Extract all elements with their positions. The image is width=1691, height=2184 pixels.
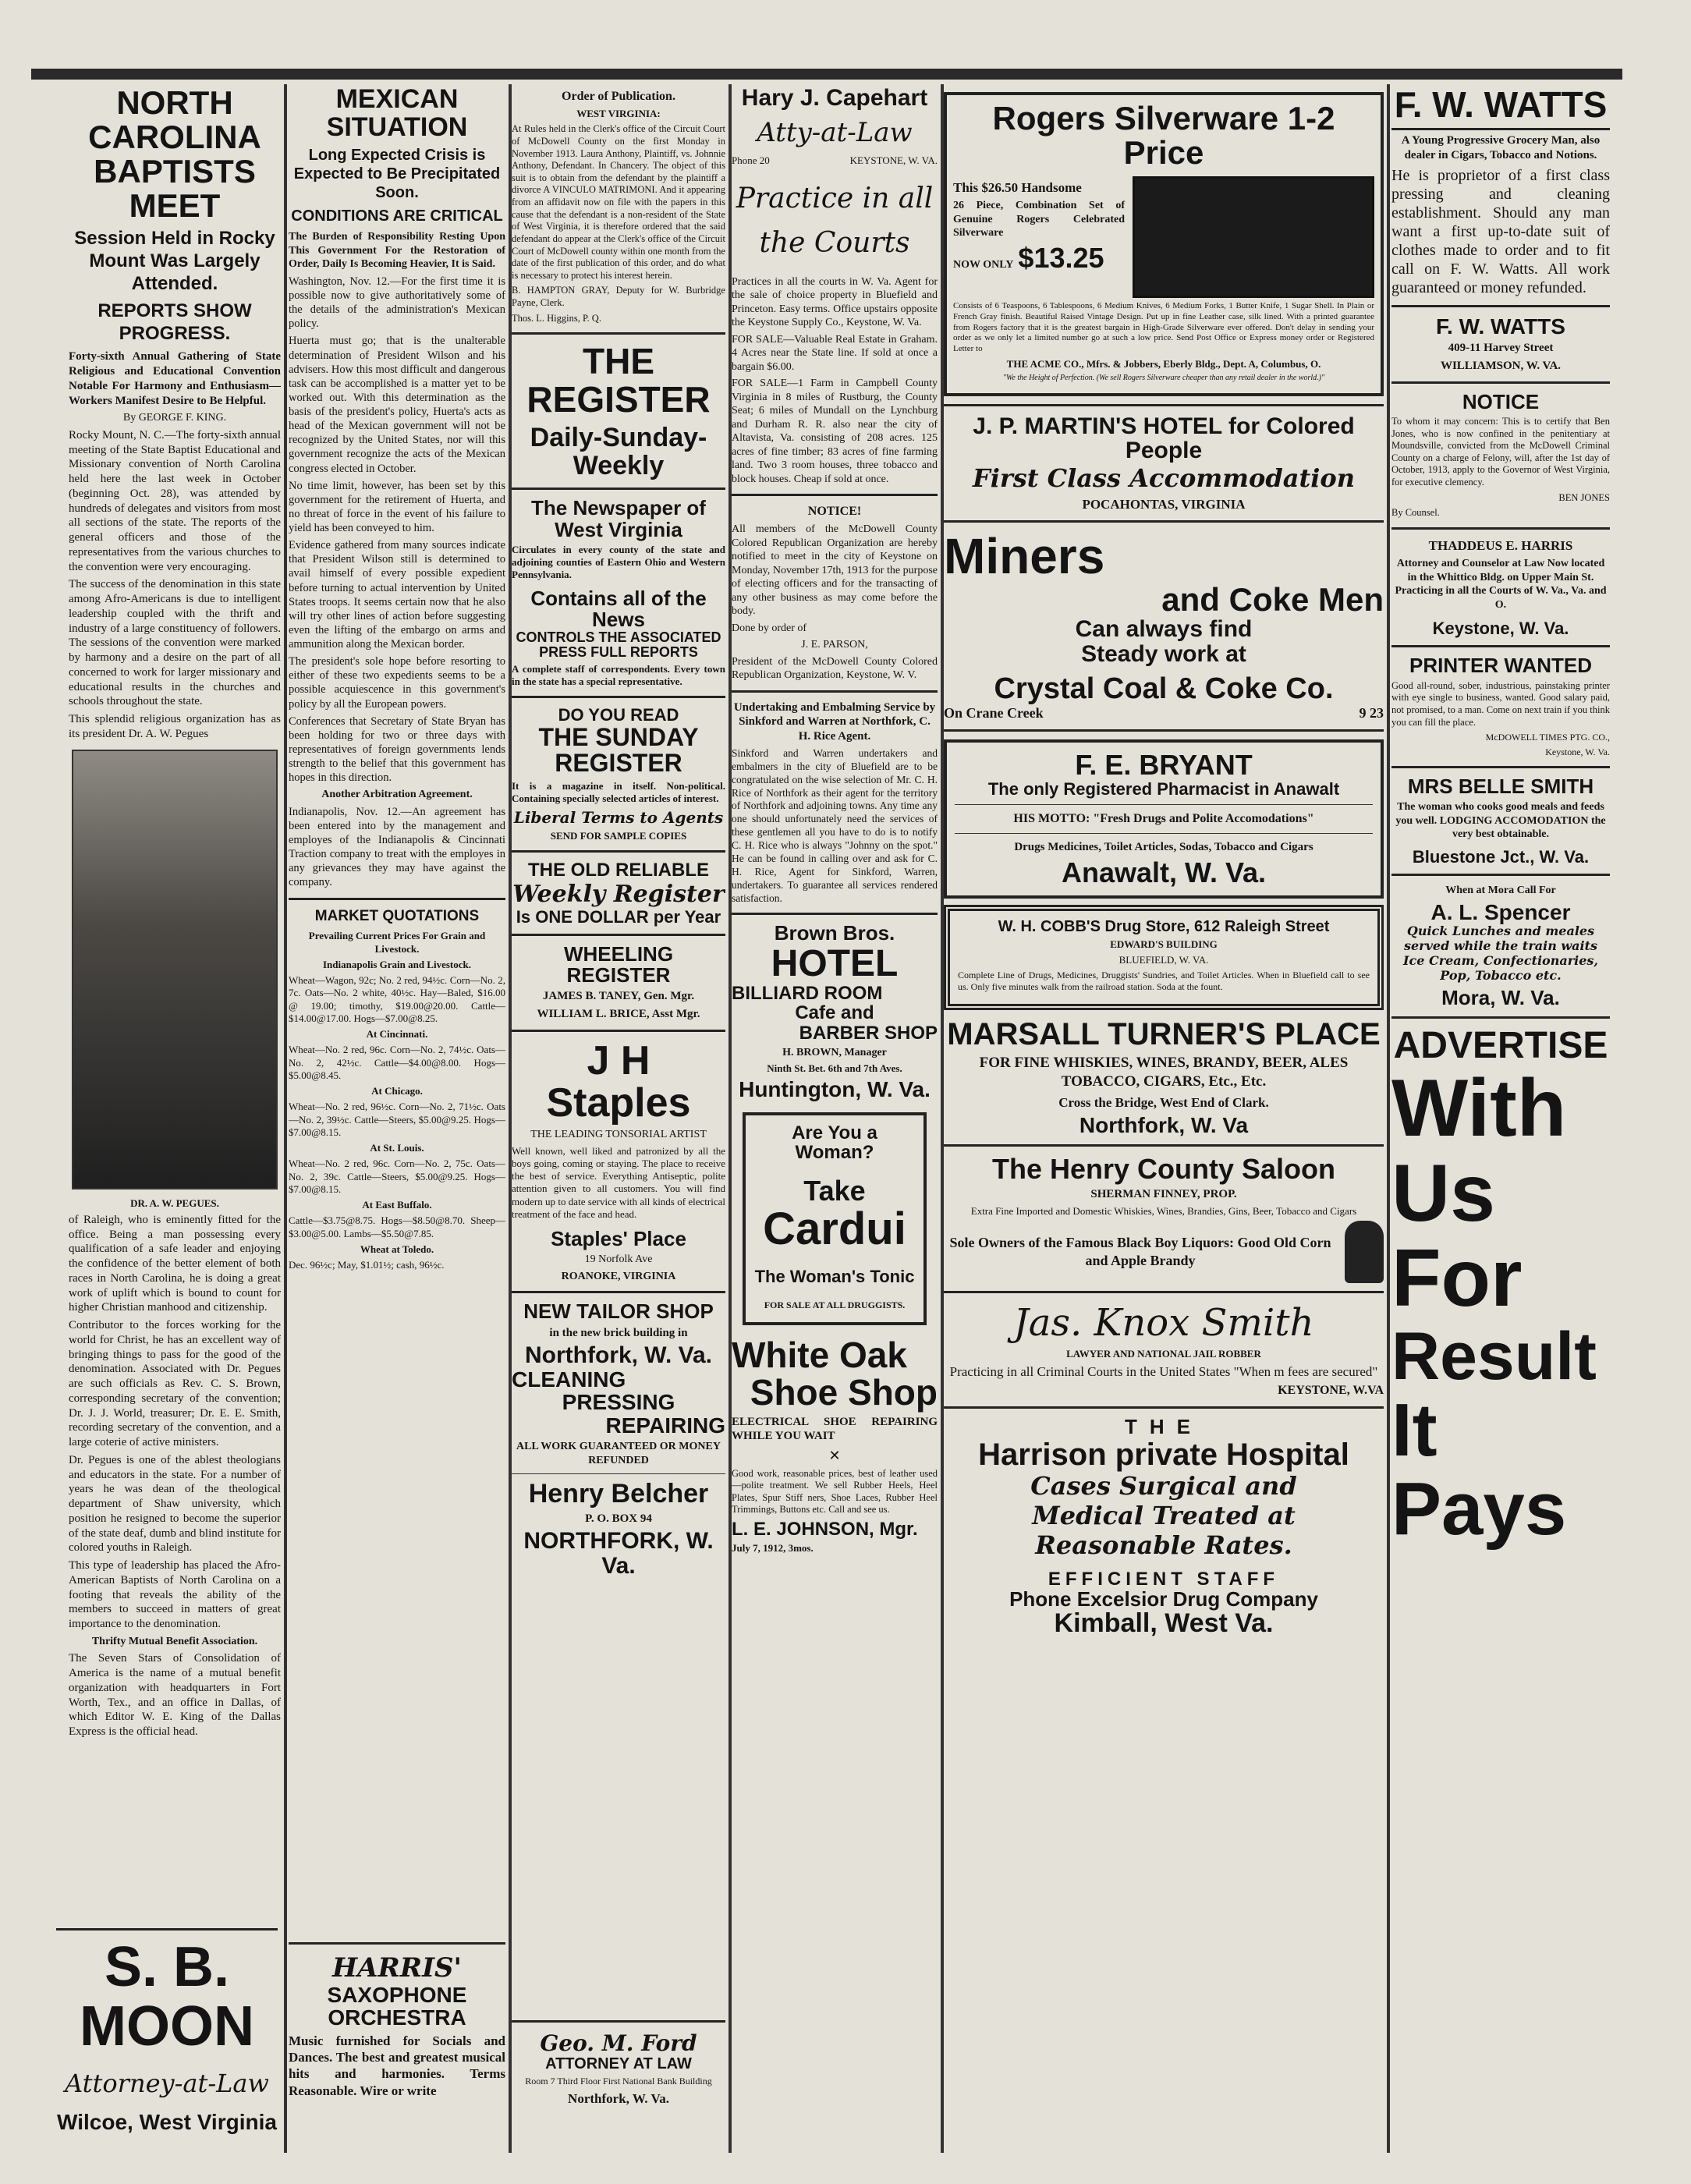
column-rule [284, 84, 287, 2153]
headline: NORTH CAROLINA BAPTISTS MEET [88, 86, 261, 225]
ad-line: JAMES B. TANEY, Gen. Mgr. [542, 990, 695, 1003]
ad-line: Kimball, West Va. [1054, 1608, 1274, 1639]
ad-line: 26 Piece, Combination Set of Genuine Rogers Celebrated Silverware [953, 200, 1125, 239]
divider [1391, 527, 1610, 530]
ad-line: H. BROWN, Manager [782, 1046, 887, 1058]
article-text: of Raleigh, who is eminently fitted for the office. Being a man possessing every qualification of a safe leader and enjoying the confidence of the better element of both races in North Carolina, he is doing a great work of uplift which is bound to count for higher Christian manhood and citizenship. [69, 1213, 281, 1314]
market-heading: Indianapolis Grain and Livestock. [323, 958, 471, 970]
ad-line: CONTROLS THE ASSOCIATED PRESS FULL REPORTS [516, 629, 721, 661]
price: $13.25 [1018, 241, 1104, 274]
ad-body: Consists of 6 Teaspoons, 6 Tablespoons, 6 Medium Knives, 6 Medium Forks, 1 Butter Knife, 1 Sugar Shell. In Plain or French Gray finish. Beautiful Raised Vintage Design. Put up in fine Leather case, silk lined. With a printed guarantee from Rogers factory that it is the greatest bargain in High-Grade Silverware ever offered. Don't delay in sending your order as we only let a limited number go at such a low price. Send Post Office or Express money order or Registered Letter to [953, 301, 1374, 354]
ad-body: Extra Fine Imported and Domestic Whiskies, Wines, Brandies, Gins, Beer, Tobacco and Cigars [970, 1204, 1357, 1217]
ad-line: NOW ONLY [953, 258, 1014, 271]
ad-rogers [944, 92, 1384, 396]
ad-line: Staples' Place [551, 1227, 686, 1251]
legal-signature: B. HAMPTON GRAY, Deputy for W. Burbridge Payne, Clerk. [512, 285, 725, 308]
photo-caption: DR. A. W. PEGUES. [130, 1197, 219, 1209]
phone-number: Phone 20 [732, 154, 770, 166]
ad-title: W. H. COBB'S Drug Store, 612 Raleigh Street [998, 917, 1330, 935]
divider [512, 2020, 725, 2023]
divider [944, 520, 1384, 523]
ad-line: Anawalt, W. Va. [1061, 856, 1267, 888]
ad-body: The woman who cooks good meals and feeds you well. LODGING ACCOMODATION the very best obtainable. [1395, 801, 1606, 841]
ad-line: 19 Norfolk Ave [584, 1253, 653, 1266]
divider [289, 898, 505, 900]
deck: REPORTS SHOW PROGRESS. [97, 300, 252, 344]
ad-title: HARRIS' [332, 1952, 462, 1984]
divider [512, 934, 725, 936]
ad-title: S. B. MOON [80, 1936, 254, 2058]
divider [512, 1030, 725, 1032]
ad-henry-row [944, 1221, 1384, 1283]
ad-line: F. W. WATTS [1436, 314, 1565, 339]
ad-body: Practices in all the courts in W. Va. Agent for the sale of choice property in Bluefield and Princeton. Easy terms. Office upstairs opposite the Keystone Supply Co., Keystone, W. Va. [732, 275, 938, 329]
ad-script-text: Practice in all the Courts [736, 182, 934, 260]
ad-line: Northfork, W. Va [1079, 1112, 1249, 1137]
column-watts [1391, 86, 1610, 2176]
ad-line: EDWARD'S BUILDING [1110, 938, 1218, 950]
ad-title: THE REGISTER [526, 341, 711, 420]
ad-line: Result [1391, 1319, 1597, 1395]
ad-line: "We the Height of Perfection. (We sell Rogers Silverware cheaper than any retail dealer in the world.)" [1002, 374, 1325, 383]
ad-line: Keystone, W. Va. [1432, 619, 1569, 639]
article-text: Conferences that Secretary of State Bryan has been holding for two or three days with representatives of foreign governments lends strength to the belief that this government has hopes in this direction. [289, 714, 505, 785]
ad-title: MRS BELLE SMITH [1407, 775, 1594, 799]
article-text: Dr. Pegues is one of the ablest theologians and educators in the state. For a number of years he was dean of the theological department of Shaw university, which position he resigned to become the superior of the state deaf, dumb and blind institute for colored youths in Raleigh. [69, 1453, 281, 1555]
ad-line: in the new brick building in [549, 1326, 688, 1339]
ad-line: ROANOKE, VIRGINIA [561, 1270, 676, 1282]
divider [512, 850, 725, 853]
ad-body: Good all-round, sober, industrious, painstaking printer with eye single to business, wanted. Good salary paid, not promised, to a man. Come on next train if you think you can fill the place. [1391, 679, 1610, 728]
divider [955, 833, 1373, 834]
divider [732, 494, 938, 496]
legal-attorney: Thos. L. Higgins, P. Q. [512, 312, 601, 324]
ad-title: THADDEUS E. HARRIS [1428, 537, 1573, 553]
article-text: Indianapolis, Nov. 12.—An agreement has been entered into by the management and employes of the Indianapolis & Cincinnati Traction company to treat with the employes in any grievances they may have against the company. [289, 805, 505, 889]
ad-body: Attorney and Counselor at Law Now located in the Whittico Bldg. on Upper Main St. Practicing in all the Courts of W. Va., Va. and O. [1395, 558, 1607, 611]
ad-title: MARSALL TURNER'S PLACE [947, 1017, 1381, 1052]
ad-title: WHEELING REGISTER [563, 941, 674, 987]
ad-subtitle: THE LEADING TONSORIAL ARTIST [530, 1129, 707, 1141]
ad-title: F. W. WATTS [1391, 86, 1610, 130]
ad-rogers-body [953, 176, 1374, 298]
ad-subtitle: The only Registered Pharmacist in Anawalt [987, 778, 1340, 799]
ad-line: Northfork, W. Va. [524, 1342, 713, 1369]
section-subtitle: Prevailing Current Prices For Grain and Livestock. [308, 930, 486, 955]
divider [944, 1406, 1384, 1409]
ad-moon [56, 1920, 278, 2154]
market-heading: At Cincinnati. [366, 1028, 428, 1041]
ad-line: HIS MOTTO: "Fresh Drugs and Polite Accomodations" [1013, 812, 1314, 825]
ad-line: REPAIRING [605, 1413, 725, 1438]
ad-line: July 7, 1912, 3mos. [732, 1542, 814, 1555]
ad-body: A complete staff of correspondents. Every town in the state has a special representative. [512, 662, 725, 688]
ad-body: Sinkford and Warren undertakers and embalmers in the city of Bluefield are to be congratulated on the wise selection of Mr. C. H. Rice of Northfork as their agent for the territory of Northfork and adjoining towns. Any time any one should unfortunately need the services of these gentlemen all you have to do is to notify C. H. Rice who is always "Johnny on the spot." He can be found in calling over and ask for C. H. Rice, Agent for Sinkford, Warren, undertakers. To guarantee all services rendered satisfaction. [732, 746, 938, 904]
article-text: Rocky Mount, N. C.—The forty-sixth annual meeting of the State Baptist Educational and Missionary convention of North Carolina held here the last week in October (beginning Oct. 28), was attended by hundreds of delegates and visitors from most all sections of the state. The reports of the general officers and those of the representatives from the various churches to the convention were very encouraging. [69, 428, 281, 573]
ad-line: NORTHFORK, W. Va. [523, 1528, 714, 1579]
article-text: The president's sole hope before resorting to either of these two expedients seems to be a possible acquiescence in this government's policy by all the European powers. [289, 655, 505, 711]
ad-line: KEYSTONE, W.VA [1278, 1384, 1384, 1398]
ad-line: BLUEFIELD, W. VA. [1118, 953, 1209, 966]
ad-cobb [944, 905, 1384, 1011]
deck: CONDITIONS ARE CRITICAL [291, 207, 503, 225]
ad-body: He is proprietor of a first class pressing and cleaning establishment. Should any man want a first up-to-date suit of clothes made to order and to fit call on F. W. Watts. All work guaranteed or money refunded. [1391, 166, 1610, 296]
ad-line: McDOWELL TIMES PTG. CO., [1485, 732, 1610, 743]
ad-line: BILLIARD ROOM [732, 983, 883, 1005]
ad-line: BARBER SHOP [799, 1022, 938, 1044]
ad-body: FOR FINE WHISKIES, WINES, BRANDY, BEER, ALES TOBACCO, CIGARS, Etc., Etc. [979, 1055, 1349, 1090]
ad-line: Sole Owners of the Famous Black Boy Liquors: Good Old Corn and Apple Brandy [949, 1235, 1331, 1268]
ad-line: Cross the Bridge, West End of Clark. [1058, 1094, 1269, 1110]
ad-subtitle: First Class Accommodation [972, 463, 1356, 493]
market-heading: At St. Louis. [370, 1142, 424, 1154]
summary: The Burden of Responsibility Resting Upon This Government For the Restoration of Order, Daily Is Becoming Heavier, It is Said. [289, 231, 505, 271]
ad-line: Is ONE DOLLAR per Year [516, 906, 721, 927]
ad-title: F. E. BRYANT [1075, 749, 1253, 782]
ad-title: Jas. Knox Smith [1013, 1300, 1314, 1345]
ad-line: Are You a Woman? [792, 1122, 877, 1164]
ad-body: Quick Lunches and meales served while the train waits [1403, 923, 1598, 953]
ad-line: For [1391, 1232, 1523, 1324]
article-text: Huerta must go; that is the unalterable determination of President Wilson and his advisers. How this most difficult and dangerous task can be accomplished is a matter yet to be worked out. With this determination as the basis of the president's policy, Huerta's acts as head of the Mexican government will not be recognized by the United States, nor will this government recognize the acts of the Mexican congress elected in October. [289, 335, 505, 475]
ad-line: With [1391, 1062, 1567, 1154]
ad-title: Weekly Register [512, 880, 725, 908]
ad-line: THE ACME CO., Mfrs. & Jobbers, Eberly Bldg., Dept. A, Columbus, O. [1006, 357, 1321, 370]
ad-line: Reasonable Rates. [1035, 1530, 1292, 1560]
ad-line: ALL WORK GUARANTEED OR MONEY REFUNDED [516, 1441, 721, 1466]
portrait-photo [72, 750, 278, 1190]
divider [944, 404, 1384, 406]
ad-subtitle: Atty-at-Law [757, 116, 913, 148]
ad-line: SHERMAN FINNEY, PROP. [1090, 1187, 1237, 1200]
divider [1391, 766, 1610, 768]
divider [512, 696, 725, 698]
byline: By GEORGE F. KING. [122, 412, 227, 424]
market-text: Wheat—Wagon, 92c; No. 2 red, 94½c. Corn—No. 2, 7c. Oats—No. 2 white, 40½c. Hay—Baled, $16.00 @ 19.00; timothy, $19.00@20.00. Cattle—$14.00@17.00. Hogs—$7.00@8.25. [289, 974, 505, 1024]
notice-signature: BEN JONES [1558, 491, 1610, 503]
silverware-case-image [1133, 176, 1374, 298]
ad-line: Northfork, W. Va. [568, 2091, 669, 2106]
divider [289, 1942, 505, 1945]
ad-title: Miners [944, 527, 1105, 584]
legal-heading: Order of Publication. [562, 90, 675, 103]
ad-line: Brown Bros. [774, 921, 895, 945]
ad-line: P. O. BOX 94 [585, 1512, 652, 1525]
ad-rogers-text [953, 176, 1125, 298]
ad-title: Hary J. Capehart [741, 86, 928, 111]
article-text: The Seven Stars of Consolidation of America is the name of a mutual benefit organization with headquarters in Fort Worth, Tex., and an office in Dallas, of which Editor W. E. King of the Dallas Express is the official head. [69, 1652, 281, 1739]
subhead: Another Arbitration Agreement. [321, 789, 473, 801]
ad-subtitle: ELECTRICAL SHOE REPAIRING WHILE YOU WAIT [732, 1415, 938, 1443]
divider [512, 1473, 725, 1474]
market-text: Dec. 96½c; May, $1.01½; cash, 96½c. [289, 1259, 445, 1271]
divider [512, 332, 725, 335]
ad-line: On Crane Creek [944, 705, 1044, 722]
ad-line: ATTORNEY AT LAW [545, 2055, 692, 2072]
classified-ad: FOR SALE—1 Farm in Campbell County Virginia in 8 miles of Rustburg, the County Seat; 6 miles of Mundall on the Lynchburg and Durham R. R. also near the city of Altavista, Va. consisting of 208 acres. 125 acres of fine timber; 83 acres of fine farming land. Two 3 room houses, three tobacco and block houses. Cheap if sold at once. [732, 378, 938, 485]
market-heading: At Chicago. [371, 1085, 423, 1097]
legal-text: At Rules held in the Clerk's office of the Circuit Court of McDowell County on the first Monday in November 1913. Laura Anthony, Plaintiff, vs. Johnnie Anthony, Defendant. In Chancery. The object of this suit is to obtain from the defendant by the plaintiff a divorce A VINCULO MATRIMONI. And it appearing from an affidavit now on file with the papers in this cause that the defendant is a non-resident of the State of West Virginia, it is therefore ordered that the said defendant do appear at the Clerk's office of the Circuit Court of McDowell county within one month from the date of the first publication of this order, and do what is necessary to protect his interest herein. [512, 123, 725, 281]
classified-ad: FOR SALE—Valuable Real Estate in Graham. 4 Acres near the State line. If sold at once a bargain $6.00. [732, 333, 938, 373]
ad-line: Drugs Medicines, Toilet Articles, Sodas, Tobacco and Cigars [1014, 841, 1313, 853]
ad-line: Phone Excelsior Drug Company [1009, 1587, 1318, 1611]
ad-subtitle: Daily-Sunday-Weekly [530, 422, 707, 480]
ad-line: Crystal Coal & Coke Co. [994, 672, 1334, 706]
ad-line: Keystone, W. Va. [1545, 746, 1610, 758]
subhead: Thrifty Mutual Benefit Association. [91, 1635, 258, 1647]
ad-title: A. L. Spencer [1430, 899, 1571, 924]
article-text: Washington, Nov. 12.—For the first time it is possible now to give authoritatively some of the details of the administration's Mexican policy. [289, 275, 505, 331]
divider [944, 729, 1384, 732]
ad-title: J H Staples [546, 1037, 691, 1126]
column-capehart [732, 86, 938, 2176]
notice-text: All members of the McDowell County Colored Republican Organization are hereby notified to meet in the city of Keystone on Monday, November 17th, 1913 for the purpose of electing officers and for the transacting of any other business as may come before the body. [732, 523, 938, 618]
ad-line: This $26.50 Handsome [953, 180, 1082, 196]
ad-line: DO YOU READ [558, 705, 679, 725]
divider [732, 690, 938, 693]
ad-subtitle: SAXOPHONE ORCHESTRA [327, 1983, 467, 2030]
ad-title: Shoe Shop [750, 1372, 938, 1413]
ad-line: SEND FOR SAMPLE COPIES [550, 830, 687, 842]
divider [732, 913, 938, 915]
ad-title: NEW TAILOR SHOP [523, 1299, 714, 1324]
notice-text: To whom it may concern: This is to certify that Ben Jones, who is now confined in the penitentiary at Moundsville, convicted from the McDowell Criminal County on a charge of Felony, will, after the 1st day of October, 1913, apply to the Governor of West Virginia, for executive clemency. [1391, 415, 1610, 488]
ad-line: Take [803, 1175, 866, 1207]
column-register [512, 86, 725, 1973]
decor-mark: ✕ [828, 1448, 841, 1464]
headline: MEXICAN SITUATION [326, 86, 468, 142]
notice-text: Done by order of [732, 622, 807, 634]
section-title: MARKET QUOTATIONS [314, 907, 480, 924]
ad-line: Medical Treated at [1032, 1500, 1296, 1530]
ad-line: LAWYER AND NATIONAL JAIL ROBBER [1066, 1347, 1261, 1360]
ad-title: Undertaking and Embalming Service by Sinkford and Warren at Northfork, C. H. Rice Agent. [733, 700, 936, 743]
ad-body: Ice Cream, Confectionaries, Pop, Tobacco etc. [1402, 952, 1598, 983]
notice-text: President of the McDowell County Colored Republican Organization, Keystone, W. V. [732, 655, 938, 682]
ad-body: Practicing in all Criminal Courts in the United States "When m fees are secured" [949, 1364, 1378, 1380]
deck: Session Held in Rocky Mount Was Largely Attended. [74, 228, 275, 294]
ad-line: EFFICIENT STAFF [1048, 1568, 1280, 1590]
black-boy-figure-icon [1345, 1221, 1384, 1283]
column-baptists [69, 86, 281, 1743]
ad-line: Us [1391, 1147, 1495, 1239]
column-rule [1387, 84, 1390, 2153]
divider [944, 1144, 1384, 1147]
price-row [953, 243, 1125, 273]
divider [944, 1291, 1384, 1293]
ad-title: White Oak [732, 1334, 907, 1375]
ad-line: Liberal Terms to Agents [513, 808, 724, 828]
market-text: Wheat—No. 2 red, 96c. Corn—No. 2, 74½c. Oats—No. 2, 42½c. Cattle—$4.00@8.00. Hogs—$5.00@8.45. [289, 1044, 505, 1081]
ad-subtitle: Attorney-at-Law [65, 2069, 269, 2099]
ad-line: Cafe and [795, 1002, 874, 1024]
market-heading: At East Buffalo. [362, 1199, 432, 1211]
ad-line: 9 23 [1359, 705, 1384, 722]
ad-title: J. P. MARTIN'S HOTEL for Colored People [973, 413, 1355, 464]
market-text: Wheat—No. 2 red, 96c. Corn—No. 2, 75c. Oats—No. 2, 39c. Cattle—Steers, $5.00@9.25. Hogs—$7.00@8.15. [289, 1158, 505, 1195]
divider [1391, 645, 1610, 647]
ad-line: THE OLD RELIABLE [528, 860, 709, 881]
ad-contact-row [732, 154, 938, 167]
market-text: Wheat—No. 2 red, 96½c. Corn—No. 2, 71½c. Oats—No. 2, 39½c. Cattle—Steers, $5.00@9.25. Hogs—$7.00@8.15. [289, 1101, 505, 1138]
ad-title: and Coke Men [1161, 581, 1384, 619]
market-text: Cattle—$3.75@8.75. Hogs—$8.50@8.70. Sheep—$3.00@5.00. Lambs—$5.50@7.85. [289, 1214, 505, 1239]
ad-line: The Newspaper of West Virginia [531, 496, 706, 541]
ad-body: Good work, reasonable prices, best of leather used—polite treatment. We sell Rubber Heels, Heel Plates, Spur Stiff ners, Shoe Laces, Rubber Heel Trimmings, Buttons etc. Call and see us. [732, 1467, 938, 1516]
ad-line: Cases Surgical and [1030, 1470, 1297, 1501]
divider [56, 1928, 278, 1930]
article-text: This splendid religious organization has as its president Dr. A. W. Pegues [69, 713, 281, 740]
ad-title: The Henry County Saloon [991, 1153, 1336, 1186]
ad-ford [512, 2012, 725, 2161]
ad-footer-row [944, 705, 1384, 722]
ad-line: Contains all of the News [530, 586, 707, 631]
ad-body: Well known, well liked and patronized by all the boys going, coming or staying. The place to receive the best of service. Everything Antiseptic, polite attention given to all customers. You will find modern up to date service with all kinds of electrical treatment of the face and head. [512, 1144, 725, 1220]
ad-line: L. E. JOHNSON, Mgr. [732, 1519, 918, 1540]
ad-line: WILLIAM L. BRICE, Asst Mgr. [537, 1008, 700, 1021]
article-text: This type of leadership has placed the Afro-American Baptists of North Carolina on a footing that reveals the ability of the members to succeed in matters of great importance to the denomination. [69, 1559, 281, 1631]
page-top-rule [31, 69, 1622, 80]
ad-line: CLEANING [512, 1367, 626, 1392]
notice-signature: By Counsel. [1391, 507, 1440, 519]
ad-body: Complete Line of Drugs, Medicines, Druggists' Sundries, and Toilet Articles. When in Bluefield call to see us. Only five minutes walk from the railroad station. Soda at the fount. [958, 970, 1370, 993]
ad-body: Circulates in every county of the state and adjoining counties of Eastern Ohio and Western Pennsylvania. [512, 543, 725, 581]
ad-cardui [743, 1112, 927, 1325]
ad-line: Mora, W. Va. [1441, 985, 1560, 1009]
divider [1391, 381, 1610, 384]
ad-line: POCAHONTAS, VIRGINIA [1082, 496, 1246, 512]
ad-line: PRESSING [562, 1390, 675, 1415]
ad-line: WILLIAMSON, W. VA. [1440, 359, 1562, 372]
ad-line: ADVERTISE [1393, 1025, 1608, 1067]
divider [1391, 305, 1610, 307]
ad-title: PRINTER WANTED [1409, 654, 1592, 678]
ad-body: It is a magazine in itself. Non-political. Containing specially selected articles of interest. [512, 779, 725, 804]
article-text: Evidence gathered from many sources indicate that President Wilson still is determined to avail himself of every possible expedient before turning to actual intervention by United States troops. It seems certain now that he also will try other lines of action before suggesting even the lifting of the embargo on arms and ammunition along the Mexican border. [289, 539, 505, 651]
ad-line: THE [1125, 1415, 1203, 1439]
article-text: The success of the denomination in this state among Afro-Americans is due to intelligent leadership coupled with the thrift and industry of a large constituency of followers. The sessions of the convention were marked by harmony and a desire on the part of all concerned to work for larger missionary and educational results in the churches and schools throughout the state. [69, 578, 281, 708]
ad-line: Bluestone Jct., W. Va. [1412, 846, 1590, 867]
notice-heading: NOTICE [1462, 389, 1540, 413]
notice-text: J. E. PARSON, [801, 639, 868, 651]
ad-title-row [753, 1176, 916, 1253]
divider [955, 804, 1373, 805]
column-ads-main [944, 86, 1384, 2176]
article-text: No time limit, however, has been set by this government for the retirement of Huerta, and no threat of force in the event of his failure to yield has been conveyed to him. [289, 479, 505, 534]
ad-line: 409-11 Harvey Street [1448, 342, 1554, 355]
ad-line: Henry Belcher [528, 1479, 709, 1509]
article-text: Contributor to the forces working for the world for Christ, he has an excellent way of bringing things to pass for the good of the denomination. Associated with Dr. Pegues are such officials as Rev. C. S. Brown, corresponding secretary of the convention; Dr. J. J. World, treasurer; Dr. E. E. Smith, recording secretary of the convention, and a large coterie of active ministers. [69, 1319, 281, 1449]
ad-line: It Pays [1391, 1388, 1567, 1551]
deck: Long Expected Crisis is Expected to Be Precipitated Soon. [293, 147, 501, 202]
divider [512, 1291, 725, 1293]
ad-title: Cardui [763, 1204, 906, 1254]
divider [1391, 1016, 1610, 1019]
legal-state: WEST VIRGINIA: [576, 108, 661, 119]
ad-title: Harrison private Hospital [978, 1437, 1349, 1472]
ad-harris-orchestra [289, 1934, 505, 2161]
ad-title: HOTEL [771, 942, 899, 984]
summary: Forty-sixth Annual Gathering of State Religious and Educational Convention Notable For Harmony and Enthusiasm—Workers Manifest Desire to Be Helpful. [69, 350, 281, 407]
notice-heading: NOTICE! [807, 505, 862, 519]
ad-line: Room 7 Third Floor First National Bank Building [525, 2076, 712, 2086]
ad-line: Can always find [1075, 616, 1253, 643]
market-heading: Wheat at Toledo. [360, 1243, 434, 1255]
ad-line: FOR SALE AT ALL DRUGGISTS. [764, 1299, 906, 1310]
ad-line: Huntington, W. Va. [739, 1077, 931, 1102]
divider [512, 488, 725, 490]
divider [1391, 874, 1610, 876]
ad-title: Geo. M. Ford [540, 2030, 697, 2056]
ad-line: The Woman's Tonic [754, 1266, 915, 1286]
ad-title: Rogers Silverware 1-2 Price [992, 100, 1335, 172]
ad-subtitle: A Young Progressive Grocery Man, also dealer in Cigars, Tobacco and Notions. [1401, 134, 1601, 162]
ad-bryant [944, 739, 1384, 898]
column-mexican [289, 86, 505, 1911]
ad-line: Ninth St. Bet. 6th and 7th Aves. [767, 1062, 902, 1075]
ad-place: Wilcoe, West Virginia [57, 2110, 277, 2135]
ad-line: When at Mora Call For [1445, 885, 1556, 897]
ad-line: Steady work at [1081, 640, 1246, 667]
ad-body: Music furnished for Socials and Dances. The best and greatest musical hits and harmonies. Terms Reasonable. Wire or write [289, 2033, 505, 2098]
ad-title: THE SUNDAY REGISTER [538, 722, 699, 778]
town: KEYSTONE, W. VA. [849, 154, 938, 166]
